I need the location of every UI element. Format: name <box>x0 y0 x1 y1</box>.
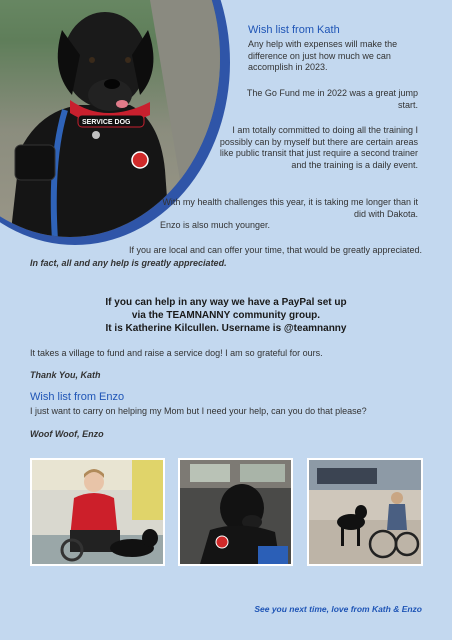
enzo-wishlist-title: Wish list from Enzo <box>30 391 125 403</box>
photo-dog-in-car <box>178 458 293 566</box>
kath-paragraph-younger: Enzo is also much younger. <box>160 220 271 230</box>
kath-paragraph-training: I am totally committed to doing all the training I possibly can by myself but there are certain areas like public transit that just require a second trainer and the training is a daily event. <box>219 125 418 170</box>
paypal-line-2: via the TEAMNANNY community group. <box>131 310 321 321</box>
paypal-line-3: It is Katherine Kilcullen. Username is @teamnanny <box>105 323 347 334</box>
enzo-paragraph: I just want to carry on helping my Mom but I need your help, can you do that please? <box>30 406 367 416</box>
kath-paragraph-expenses: Any help with expenses will make the difference on just how much we can accomplish in 2023. <box>248 39 398 72</box>
thank-you-kath: Thank You, Kath <box>30 370 101 380</box>
kath-paragraph-local: If you are local and can offer your time, that would be greatly appreciated. <box>128 245 422 255</box>
kath-paragraph-gofundme: The Go Fund me in 2022 was a great jump start. <box>246 88 418 110</box>
photo-woman-illustration <box>32 460 163 564</box>
photo-wheelchair-mall <box>307 458 423 566</box>
kath-paragraph-appreciated: In fact, all and any help is greatly appreciated. <box>30 258 227 268</box>
photo-car-illustration <box>180 460 291 564</box>
photo-mall-illustration <box>309 460 421 564</box>
kath-wishlist-title: Wish list from Kath <box>248 24 340 36</box>
woof-woof-enzo: Woof Woof, Enzo <box>30 429 104 439</box>
photo-woman-with-dog <box>30 458 165 566</box>
kath-paragraph-health: With my health challenges this year, it is taking me longer than it did with Dakota. <box>162 197 418 219</box>
signoff-text: See you next time, love from Kath & Enzo <box>254 604 422 614</box>
paypal-line-1: If you can help in any way we have a PayPal set up <box>105 297 347 308</box>
vest-label-text: SERVICE DOG <box>82 119 131 126</box>
village-text: It takes a village to fund and raise a service dog! I am so grateful for ours. <box>30 348 323 358</box>
